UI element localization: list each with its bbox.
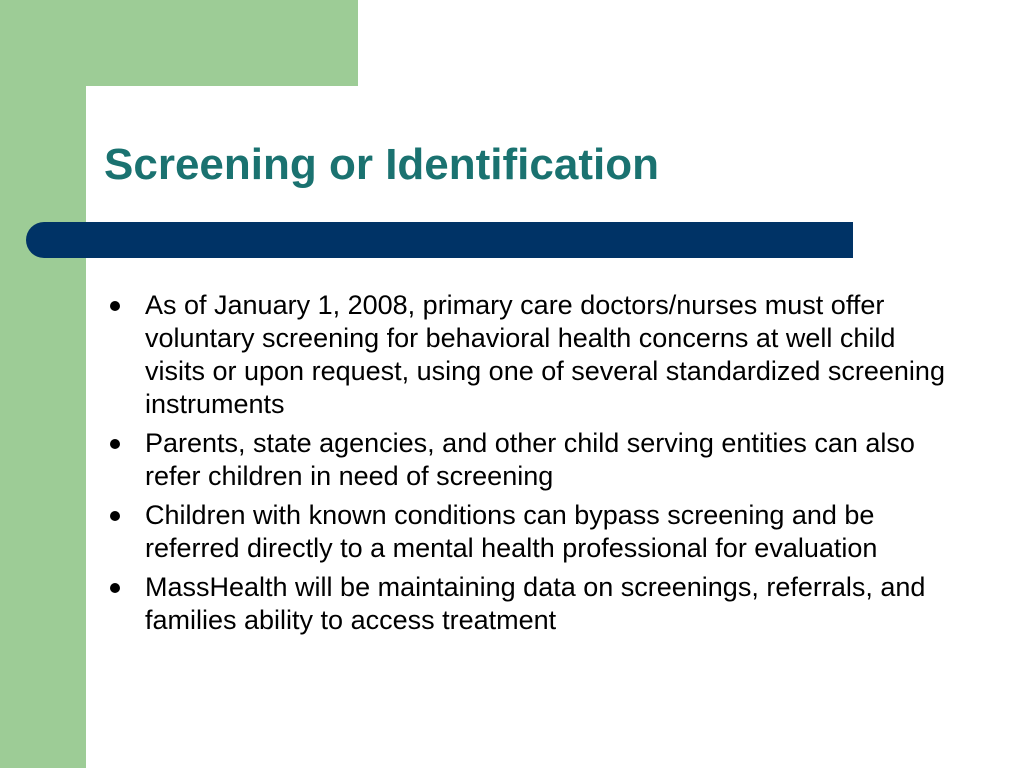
green-side-band bbox=[0, 0, 86, 768]
bullet-item bbox=[100, 427, 960, 493]
bullet-dot-icon bbox=[110, 439, 120, 449]
bullet-item bbox=[100, 571, 960, 637]
bullet-text: As of January 1, 2008, primary care doctors/nurses must offer voluntary screening for behavioral health concerns at well child visits or upon request, using one of several standardized screening instruments bbox=[145, 290, 945, 419]
title-underline-bar bbox=[26, 222, 853, 258]
slide-title: Screening or Identification bbox=[104, 140, 659, 189]
bullet-list bbox=[100, 289, 960, 643]
bullet-dot-icon bbox=[110, 301, 120, 311]
bullet-text: MassHealth will be maintaining data on screenings, referrals, and families ability to access treatment bbox=[145, 572, 926, 635]
bullet-item bbox=[100, 289, 960, 421]
bullet-item bbox=[100, 499, 960, 565]
bullet-text: Children with known conditions can bypass screening and be referred directly to a mental health professional for evaluation bbox=[145, 500, 878, 563]
green-top-band bbox=[0, 0, 358, 86]
bullet-dot-icon bbox=[110, 583, 120, 593]
bullet-dot-icon bbox=[110, 511, 120, 521]
bullet-text: Parents, state agencies, and other child serving entities can also refer children in need of screening bbox=[145, 428, 915, 491]
